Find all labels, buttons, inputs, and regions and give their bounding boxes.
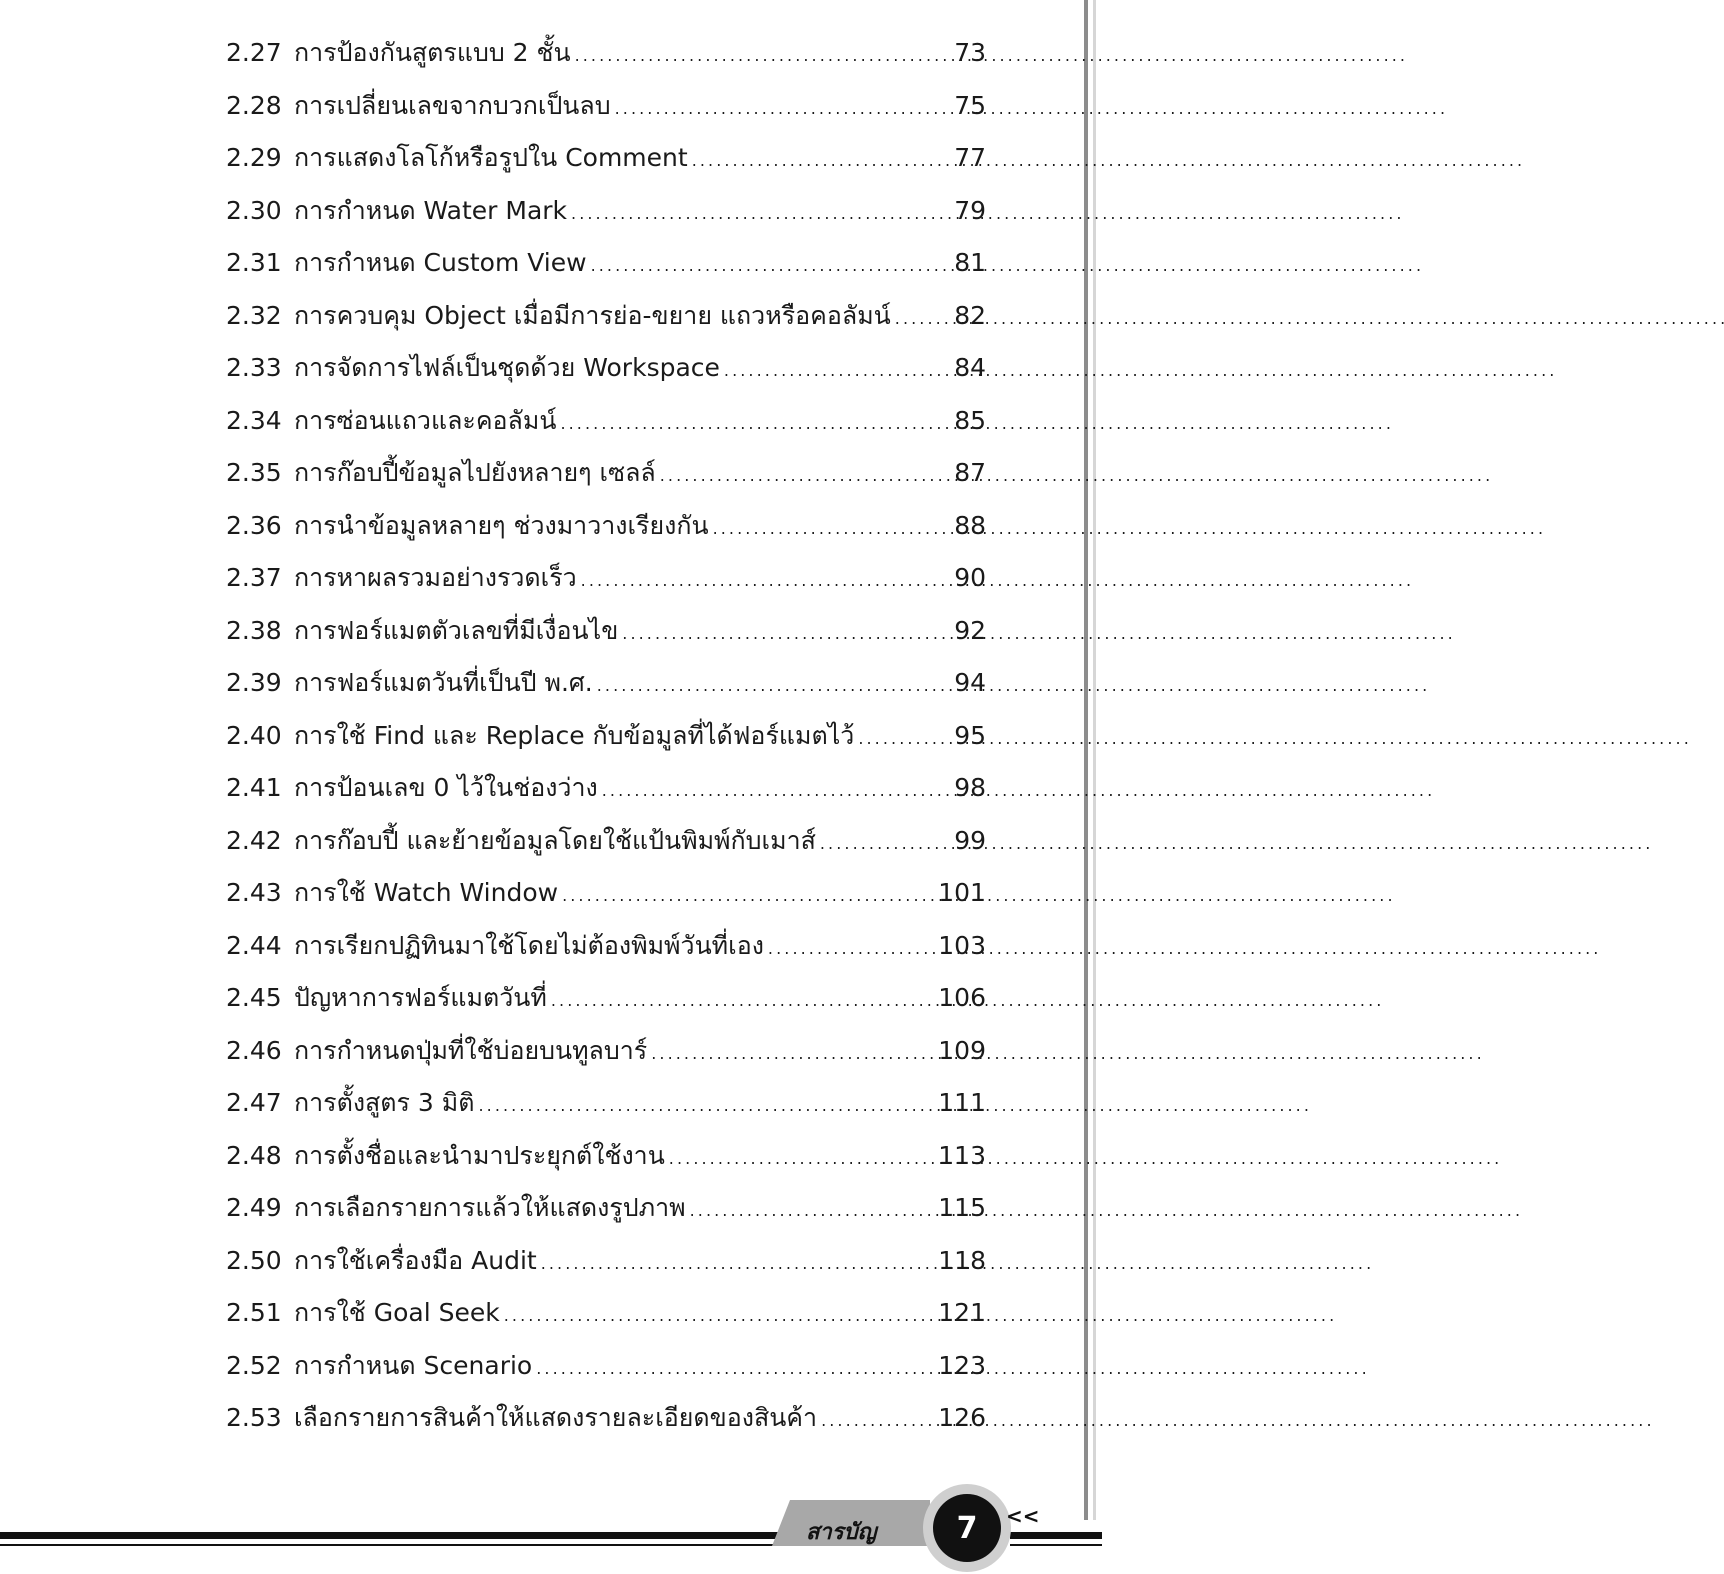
toc-entry-title: การกำหนด Scenario [294,1350,533,1380]
toc-entry-title: การตั้งชื่อและนำมาประยุกต์ใช้งาน [294,1140,665,1170]
toc-entry-number: 2.27 [226,38,282,67]
toc-entry-title: การแสดงโลโก้หรือรูปใน Comment [294,143,688,172]
toc-entry-page: 90 [954,563,986,592]
toc-leader-dots [858,710,950,766]
toc-leader-dots [692,132,951,188]
toc-entry-title: การตั้งสูตร 3 มิติ [294,1088,475,1117]
toc-entry-number: 2.40 [226,720,282,750]
toc-entry-number: 2.37 [226,563,282,592]
toc-entry-number: 2.35 [226,458,282,487]
toc-entry-number: 2.29 [226,143,282,172]
toc-entry[interactable] [226,605,986,658]
toc-entry-title: การเลือกรายการแล้วให้แสดงรูปภาพ [294,1193,686,1222]
toc-entry-title: การฟอร์แมตวันที่เป็นปี พ.ศ. [294,668,593,697]
toc-entry[interactable] [226,27,986,80]
toc-entry[interactable] [226,395,986,448]
toc-entry-page: 103 [938,930,986,960]
toc-leader-dots [478,1077,934,1133]
footer-rule-thick [0,1532,790,1539]
toc-entry-number: 2.47 [226,1088,282,1117]
toc-entry[interactable] [226,657,986,710]
toc-entry-page: 113 [938,1140,986,1170]
toc-entry-number: 2.39 [226,668,282,697]
toc-entry-page: 123 [938,1350,986,1380]
toc-leader-dots [821,1392,934,1448]
toc-entry-page: 111 [938,1088,986,1117]
toc-entry-title: การจัดการไฟล์เป็นชุดด้วย Workspace [294,353,720,382]
toc-entry[interactable] [226,815,986,868]
toc-entry[interactable] [226,80,986,133]
toc-leader-dots [551,972,934,1028]
toc-entry-title: การเปลี่ยนเลขจากบวกเป็นลบ [294,90,611,120]
toc-leader-dots [602,762,950,818]
page-number: 7 [956,1511,978,1546]
toc-entry-number: 2.33 [226,353,282,382]
toc-entry-number: 2.48 [226,1140,282,1170]
toc-entry-title: การใช้ Find และ Replace กับข้อมูลที่ได้ฟอร์แมตไว้ [294,720,855,750]
toc-leader-dots [560,395,950,451]
toc-entry-page: 88 [954,510,986,540]
toc-entry[interactable] [226,342,986,395]
toc-entry-page: 87 [954,458,986,487]
toc-entry-title: การซ่อนแถวและคอลัมน์ [294,405,557,435]
toc-entry[interactable] [226,237,986,290]
toc-entry-page: 92 [954,615,986,645]
toc-leader-dots [536,1340,934,1396]
toc-entry[interactable] [226,1235,986,1288]
toc-entry-page: 84 [954,353,986,382]
toc-entry-number: 2.53 [226,1403,282,1432]
toc-entry-number: 2.28 [226,90,282,120]
toc-leader-dots [615,80,951,136]
toc-leader-dots [597,657,950,713]
toc-entry-page: 77 [954,143,986,172]
toc-leader-dots [622,605,950,661]
toc-entry[interactable] [226,867,986,920]
toc-entry-page: 98 [954,773,986,802]
toc-leader-dots [571,185,950,241]
toc-leader-dots [895,290,950,346]
toc-leader-dots [591,237,951,293]
table-of-contents [226,27,986,1445]
toc-entry-title: การกำหนด Water Mark [294,195,568,225]
toc-entry-page: 106 [938,983,986,1012]
footer-rule-thin [0,1544,790,1546]
toc-entry-number: 2.50 [226,1245,282,1275]
toc-entry[interactable] [226,1340,986,1393]
toc-entry-title: การควบคุม Object เมื่อมีการย่อ-ขยาย แถวหรือคอลัมน์ [294,300,891,330]
footer-rule-right-thick [1010,1532,1102,1539]
toc-entry-page: 126 [938,1403,986,1432]
toc-leader-dots [669,1130,934,1186]
toc-entry-title: เลือกรายการสินค้าให้แสดงรายละเอียดของสินค้า [294,1403,818,1432]
toc-entry-page: 81 [954,248,986,277]
toc-entry[interactable] [226,447,986,500]
toc-entry-number: 2.46 [226,1035,282,1065]
toc-entry-title: การใช้ Goal Seek [294,1298,500,1327]
toc-entry-number: 2.49 [226,1193,282,1222]
toc-entry-page: 75 [954,90,986,120]
toc-entry[interactable] [226,920,986,973]
toc-entry-page: 118 [938,1245,986,1275]
toc-entry-page: 115 [938,1193,986,1222]
toc-entry-page: 121 [938,1298,986,1327]
toc-leader-dots [562,867,934,923]
toc-entry-title: ปัญหาการฟอร์แมตวันที่ [294,983,547,1012]
toc-entry-page: 94 [954,668,986,697]
toc-entry[interactable] [226,762,986,815]
toc-entry-page: 95 [954,720,986,750]
toc-entry[interactable] [226,552,986,605]
toc-entry[interactable] [226,1287,986,1340]
toc-entry[interactable] [226,1025,986,1078]
toc-entry[interactable] [226,710,986,763]
toc-leader-dots [581,552,951,608]
toc-entry-title: การหาผลรวมอย่างรวดเร็ว [294,563,577,592]
toc-entry-number: 2.52 [226,1350,282,1380]
toc-leader-dots [724,342,950,398]
toc-entry-title: การนำข้อมูลหลายๆ ช่วงมาวางเรียงกัน [294,510,709,540]
toc-entry-title: การกำหนดปุ่มที่ใช้บ่อยบนทูลบาร์ [294,1035,648,1065]
toc-entry-title: การป้อนเลข 0 ไว้ในช่องว่าง [294,773,598,802]
toc-entry-title: การเรียกปฏิทินมาใช้โดยไม่ต้องพิมพ์วันที่เอง [294,930,764,960]
toc-leader-dots [575,27,951,83]
toc-entry-title: การป้องกันสูตรแบบ 2 ชั้น [294,38,571,67]
toc-entry-page: 109 [938,1035,986,1065]
toc-entry-title: การใช้เครื่องมือ Audit [294,1245,537,1275]
nav-back-arrows[interactable]: << [1006,1504,1040,1528]
toc-entry-number: 2.41 [226,773,282,802]
toc-entry-title: การก๊อบปี้ข้อมูลไปยังหลายๆ เซลล์ [294,458,656,487]
toc-entry-title: การใช้ Watch Window [294,878,559,907]
section-label: สารบัญ [806,1520,877,1545]
toc-entry-number: 2.44 [226,930,282,960]
toc-entry-title: การก๊อบปี้ และย้ายข้อมูลโดยใช้แป้นพิมพ์กับเมาส์ [294,825,816,855]
toc-entry-number: 2.32 [226,300,282,330]
toc-entry[interactable] [226,1077,986,1130]
toc-leader-dots [651,1025,934,1081]
toc-entry-page: 82 [954,300,986,330]
toc-entry[interactable] [226,290,986,343]
toc-leader-dots [660,447,950,503]
toc-entry[interactable] [226,1182,986,1235]
page-edge-dark [1084,0,1088,1520]
page-footer [0,1478,1102,1574]
toc-entry[interactable] [226,1392,986,1445]
toc-entry-page: 85 [954,405,986,435]
footer-rule-right-thin [1010,1544,1102,1546]
toc-leader-dots [690,1182,935,1238]
toc-entry-number: 2.36 [226,510,282,540]
page-edge-light [1093,0,1096,1520]
toc-leader-dots [820,815,950,871]
toc-entry-title: การฟอร์แมตตัวเลขที่มีเงื่อนไข [294,615,619,645]
toc-leader-dots [504,1287,935,1343]
toc-entry-number: 2.30 [226,195,282,225]
toc-entry[interactable] [226,972,986,1025]
toc-leader-dots [541,1235,935,1291]
toc-entry[interactable] [226,500,986,553]
toc-entry-page: 73 [954,38,986,67]
toc-entry-number: 2.34 [226,405,282,435]
toc-entry[interactable] [226,185,986,238]
toc-entry-number: 2.42 [226,825,282,855]
toc-leader-dots [768,920,934,976]
toc-entry-number: 2.51 [226,1298,282,1327]
toc-entry-title: การกำหนด Custom View [294,248,587,277]
toc-entry-number: 2.43 [226,878,282,907]
toc-entry-page: 101 [938,878,986,907]
toc-leader-dots [713,500,951,556]
toc-entry-number: 2.45 [226,983,282,1012]
toc-entry[interactable] [226,1130,986,1183]
toc-entry-page: 79 [954,195,986,225]
toc-entry-number: 2.31 [226,248,282,277]
toc-entry-number: 2.38 [226,615,282,645]
toc-entry[interactable] [226,132,986,185]
toc-entry-page: 99 [954,825,986,855]
